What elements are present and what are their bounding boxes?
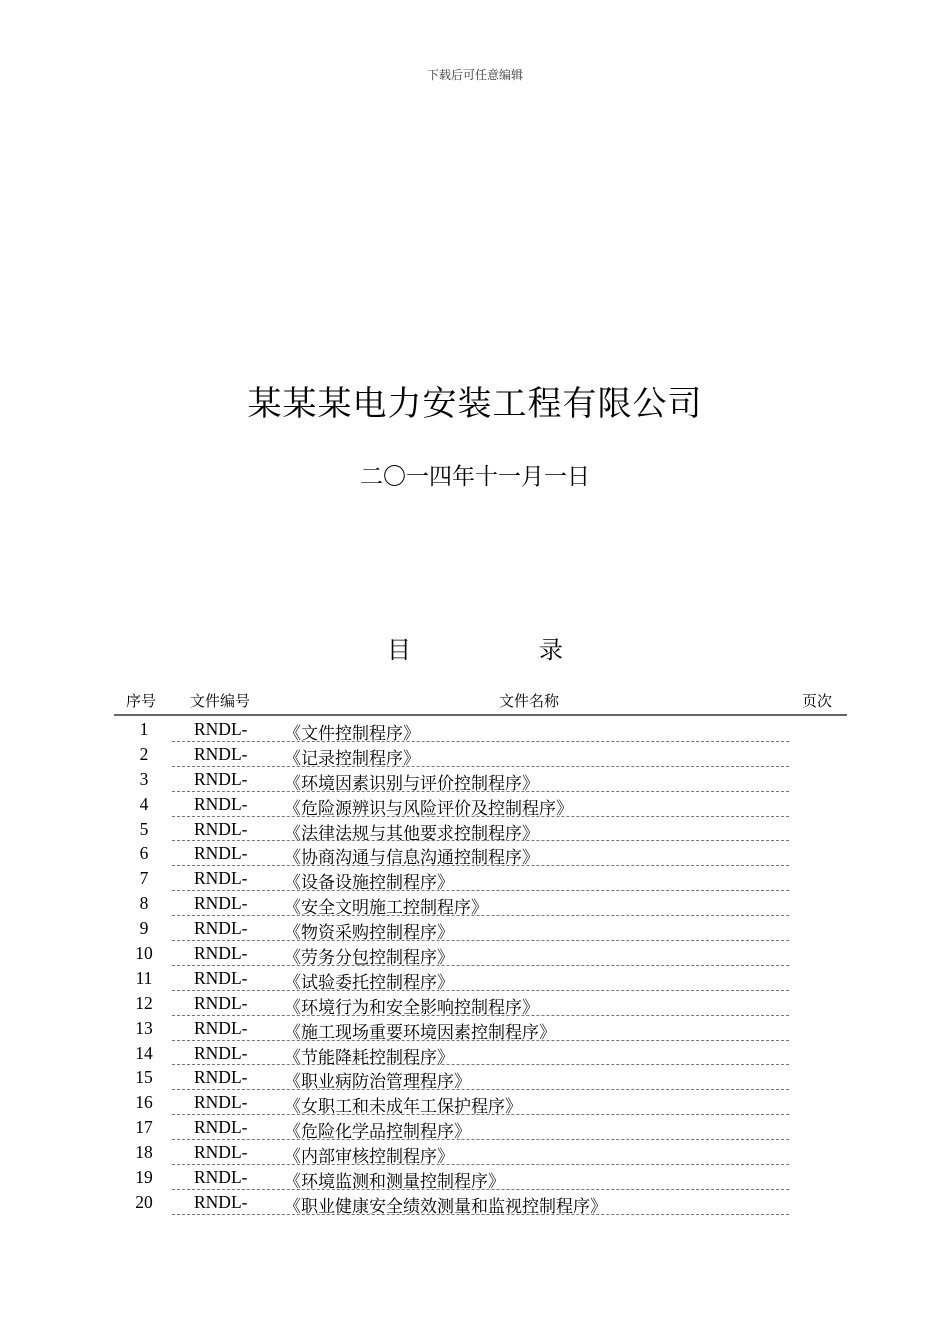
row-name: 《女职工和未成年工保护程序》 (284, 1097, 522, 1118)
row-code: RNDL- (194, 743, 248, 764)
toc-row (114, 817, 847, 842)
row-number: 14 (135, 1042, 153, 1063)
row-dashed-line (172, 1214, 789, 1215)
row-name: 《法律法规与其他要求控制程序》 (284, 823, 539, 844)
row-number: 6 (139, 843, 149, 864)
row-name: 《文件控制程序》 (284, 724, 420, 744)
toc-row (114, 717, 847, 742)
row-number: 17 (135, 1117, 153, 1138)
row-name: 《劳务分包控制程序》 (284, 948, 454, 969)
row-code: RNDL- (194, 868, 248, 889)
toc-row (114, 916, 847, 944)
row-name: 《环境行为和安全影响控制程序》 (284, 997, 539, 1018)
toc-row (114, 891, 847, 919)
row-number: 7 (139, 868, 149, 889)
toc-row (114, 1090, 847, 1118)
row-name: 《协商沟通与信息沟通控制程序》 (284, 848, 539, 869)
header-name: 文件名称 (499, 692, 560, 710)
row-name: 《职业病防治管理程序》 (284, 1072, 471, 1093)
toc-row (114, 1140, 847, 1168)
row-number: 3 (139, 768, 149, 789)
row-code: RNDL- (194, 768, 248, 789)
row-code: RNDL- (194, 992, 248, 1013)
row-code: RNDL- (194, 1017, 248, 1038)
row-number: 20 (135, 1191, 153, 1212)
toc-row (114, 1065, 847, 1093)
row-name: 《设备设施控制程序》 (284, 873, 454, 894)
toc-row (114, 742, 847, 767)
row-number: 15 (135, 1067, 153, 1088)
row-number: 10 (135, 943, 153, 964)
toc-row (114, 792, 847, 817)
row-code: RNDL- (194, 719, 248, 739)
row-number: 2 (139, 743, 149, 764)
company-name: 某某某电力安装工程有限公司 (247, 384, 703, 424)
toc-header (114, 688, 847, 716)
row-code: RNDL- (194, 843, 248, 864)
toc-row (114, 1190, 847, 1215)
toc-title (0, 630, 950, 665)
toc-row (114, 841, 847, 869)
row-number: 13 (135, 1017, 153, 1038)
header-code: 文件编号 (190, 692, 251, 710)
row-code: RNDL- (194, 1092, 248, 1113)
row-code: RNDL- (194, 893, 248, 914)
row-code: RNDL- (194, 943, 248, 964)
row-name: 《环境因素识别与评价控制程序》 (284, 773, 539, 794)
toc-row (114, 941, 847, 969)
row-code: RNDL- (194, 967, 248, 988)
row-code: RNDL- (194, 1067, 248, 1088)
toc-row (114, 1115, 847, 1143)
row-number: 9 (139, 918, 149, 939)
toc-row (114, 1016, 847, 1041)
row-name: 《物资采购控制程序》 (284, 923, 454, 944)
row-code: RNDL- (194, 1142, 248, 1163)
row-name: 《施工现场重要环境因素控制程序》 (284, 1022, 556, 1043)
row-number: 12 (135, 992, 153, 1013)
toc-row (114, 1165, 847, 1193)
row-name: 《安全文明施工控制程序》 (284, 898, 488, 919)
row-code: RNDL- (194, 1191, 248, 1212)
row-code: RNDL- (194, 1167, 248, 1188)
row-number: 18 (135, 1142, 153, 1163)
row-number: 11 (135, 967, 153, 988)
row-code: RNDL- (194, 1042, 248, 1063)
row-code: RNDL- (194, 793, 248, 814)
toc-list (114, 717, 847, 1215)
row-code: RNDL- (194, 818, 248, 839)
toc-row (114, 1041, 847, 1066)
toc-row (114, 966, 847, 991)
toc-row (114, 767, 847, 792)
row-number: 16 (135, 1092, 153, 1113)
row-number: 8 (139, 893, 149, 914)
row-name: 《内部审核控制程序》 (284, 1147, 454, 1168)
row-number: 4 (139, 793, 149, 814)
row-name: 《危险源辨识与风险评价及控制程序》 (284, 798, 573, 819)
row-name: 《记录控制程序》 (284, 748, 420, 769)
row-name: 《节能降耗控制程序》 (284, 1047, 454, 1068)
row-code: RNDL- (194, 918, 248, 939)
row-number: 19 (135, 1167, 153, 1188)
row-name: 《环境监测和测量控制程序》 (284, 1172, 505, 1193)
toc-row (114, 866, 847, 894)
row-name: 《职业健康安全绩效测量和监视控制程序》 (284, 1196, 607, 1217)
header-no: 序号 (126, 692, 157, 710)
header-page: 页次 (802, 692, 833, 710)
row-number: 5 (139, 818, 149, 839)
row-code: RNDL- (194, 1117, 248, 1138)
watermark-text: 下载后可任意编辑 (426, 68, 523, 82)
toc-title-left: 目 (387, 636, 411, 664)
toc-title-right: 录 (539, 636, 563, 664)
row-name: 《危险化学品控制程序》 (284, 1122, 471, 1143)
row-number: 1 (139, 719, 149, 739)
row-name: 《试验委托控制程序》 (284, 972, 454, 993)
document-date: 二〇一四年十一月一日 (360, 464, 590, 490)
toc-row (114, 991, 847, 1016)
